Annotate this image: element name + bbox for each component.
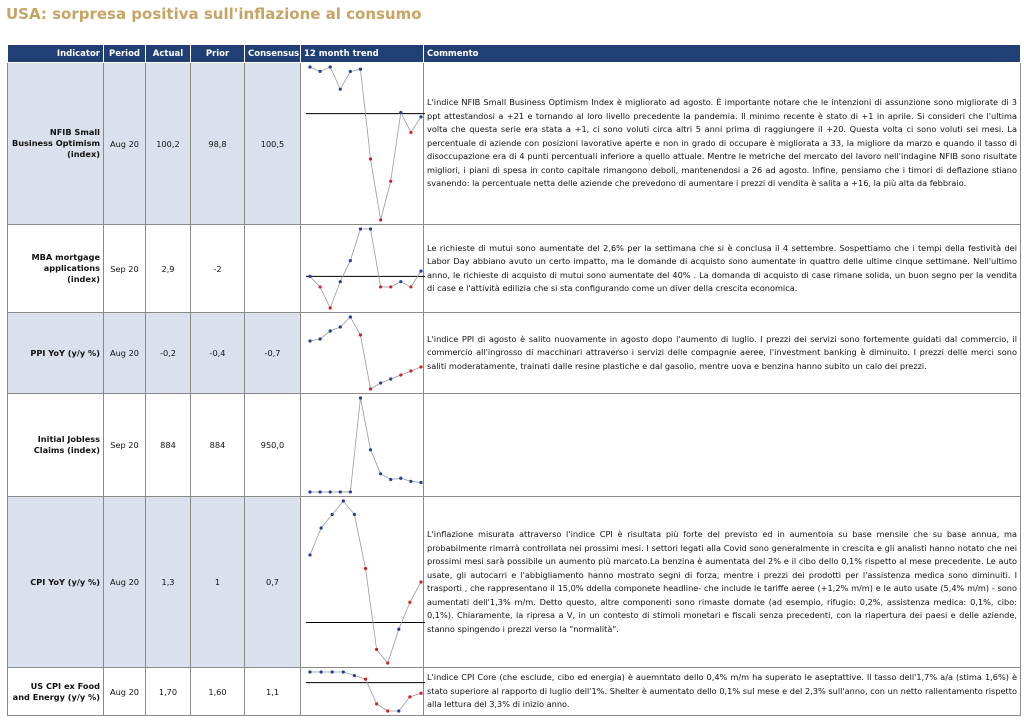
- trend-point: [339, 325, 342, 328]
- trend-point: [331, 670, 334, 673]
- trend-point: [359, 68, 362, 71]
- trend-point: [318, 490, 321, 493]
- trend-point: [419, 481, 422, 484]
- trend-point: [408, 695, 411, 698]
- comment-cell: L'indice NFIB Small Business Optimism Index è migliorato ad agosto. È importante notare che le intenzioni di assunzione sono migliorate di 3 ppt attestandosi a +21 e tornando al loro livello precedente la pandemia. Il minimo recente è stato di +1 in aprile. Si consideri che l'ultima volta che questa serie era stata a +1, ci sono voluti circa altri 5 anni prima di raggiungere il +20. Questa volta ci sono voluti sei mesi. La percentuale di aziende con posizioni lavorative aperte e non in grado di occupare è migliorata a 33, la migliore da marzo e quando il tasso di disoccupazione era di 4 punti percentuali inferiore a quello attuale. Mentre le metriche del mercato del lavoro nell'indagine NFIB sono risultate migliori, i piani di spesa in conto capitale rimangono deboli, mantenendosi a 26 ad agosto. Infine, pensiamo che i timori di deflazione stiano svanendo: la percentuale netta delle aziende che prevedono di aumentare i prezzi di vendita è salita a +16, la più alta da febbraio.: [424, 63, 1021, 225]
- actual-cell: 2,9: [146, 225, 191, 313]
- trend-point: [320, 526, 323, 529]
- trend-point: [349, 315, 352, 318]
- col-header-indicator: Indicator: [8, 45, 104, 63]
- trend-point: [419, 115, 422, 118]
- comment-cell: L'inflazione misurata attraverso l'indice CPI è risultata più forte del previsto ed in aumentoia su base mensile che su base annua, ma probabilmente rimarrà controllata nei prossimi mesi. I settori legati alla Covid sono generalmente in crescita e gli analisti hanno notato che nei prossimi mesi sarà possibile un aumento più marcato.La benzina è aumentata del 2% e il cibo dello 0,1% rispetto al mese precedente. Le auto usate, gli autocarri e l'abbigliamento hanno mostrato segni di forza, mentre i prezzi dei prodotti per l'assistenza medica sono diminuiti. I trasporti , che rappresentano il 15,0% ddella componete headline- che include le tariffe aeree (+1,2% m/m) e le auto usate (5,4% m/m) - sono aumentati dell'1,3% m/m. Detto questo, altre componenti sono rimaste domate (ad esempio, rifugio: 0,2%, assistenza medica: 0,1%, cibo: 0,1%). Chiaramente, la ripresa a V, in un contesto di stimoli monetari e fiscali senza precedenti, con la riapertura dei paesi e delle aziende, stanno spingendo i prezzi verso la "normalità".: [424, 497, 1021, 668]
- trend-point: [369, 227, 372, 230]
- trend-point: [409, 480, 412, 483]
- trend-point: [389, 478, 392, 481]
- prior-cell: 98,8: [191, 63, 245, 225]
- trend-point: [329, 65, 332, 68]
- indicator-cell: CPI YoY (y/y %): [8, 497, 104, 668]
- prior-cell: -0,4: [191, 313, 245, 394]
- consensus-cell: -0,7: [245, 313, 301, 394]
- prior-cell: 1,60: [191, 668, 245, 716]
- table-row: [8, 225, 1021, 313]
- trend-sparkline: [304, 394, 427, 496]
- trend-point: [379, 218, 382, 221]
- period-cell: Aug 20: [104, 313, 146, 394]
- trend-point: [329, 490, 332, 493]
- period-cell: Sep 20: [104, 394, 146, 497]
- trend-point: [419, 270, 422, 273]
- trend-point: [408, 601, 411, 604]
- trend-point: [339, 280, 342, 283]
- actual-cell: 1,70: [146, 668, 191, 716]
- trend-point: [369, 448, 372, 451]
- trend-point: [308, 65, 311, 68]
- trend-point: [399, 373, 402, 376]
- trend-point: [419, 580, 422, 583]
- indicator-cell: PPI YoY (y/y %): [8, 313, 104, 394]
- trend-point: [320, 670, 323, 673]
- col-header-period: Period: [104, 45, 146, 63]
- trend-point: [389, 377, 392, 380]
- trend-line: [310, 398, 421, 492]
- period-cell: Aug 20: [104, 63, 146, 225]
- prior-cell: 884: [191, 394, 245, 497]
- trend-point: [386, 661, 389, 664]
- consensus-cell: 950,0: [245, 394, 301, 497]
- trend-cell: [301, 668, 424, 716]
- trend-line: [310, 229, 421, 308]
- col-header-trend: 12 month trend: [301, 45, 424, 63]
- table-row: [8, 668, 1021, 716]
- trend-point: [386, 709, 389, 712]
- actual-cell: -0,2: [146, 313, 191, 394]
- trend-point: [339, 490, 342, 493]
- trend-point: [339, 88, 342, 91]
- prior-cell: -2: [191, 225, 245, 313]
- trend-point: [359, 227, 362, 230]
- indicators-table: [7, 44, 1021, 716]
- trend-point: [399, 280, 402, 283]
- trend-point: [308, 670, 311, 673]
- trend-point: [318, 285, 321, 288]
- trend-point: [342, 499, 345, 502]
- trend-point: [359, 333, 362, 336]
- trend-point: [353, 513, 356, 516]
- trend-point: [397, 709, 400, 712]
- table-row: [8, 497, 1021, 668]
- trend-point: [409, 131, 412, 134]
- trend-point: [369, 157, 372, 160]
- trend-point: [331, 513, 334, 516]
- trend-point: [375, 702, 378, 705]
- trend-point: [399, 111, 402, 114]
- trend-point: [353, 674, 356, 677]
- period-cell: Sep 20: [104, 225, 146, 313]
- trend-point: [379, 285, 382, 288]
- trend-point: [308, 553, 311, 556]
- consensus-cell: [245, 225, 301, 313]
- trend-point: [308, 490, 311, 493]
- period-cell: Aug 20: [104, 497, 146, 668]
- trend-point: [318, 337, 321, 340]
- trend-cell: [301, 63, 424, 225]
- indicator-cell: MBA mortgage applications (index): [8, 225, 104, 313]
- trend-point: [329, 306, 332, 309]
- comment-cell: [424, 394, 1021, 497]
- trend-point: [364, 677, 367, 680]
- consensus-cell: 1,1: [245, 668, 301, 716]
- col-header-prior: Prior: [191, 45, 245, 63]
- trend-sparkline: [304, 313, 427, 393]
- trend-cell: [301, 394, 424, 497]
- col-header-actual: Actual: [146, 45, 191, 63]
- actual-cell: 100,2: [146, 63, 191, 225]
- col-header-comment: Commento: [424, 45, 1021, 63]
- page-title: USA: sorpresa positiva sull'inflazione al consumo: [6, 5, 422, 23]
- table-row: [8, 63, 1021, 225]
- trend-point: [419, 692, 422, 695]
- consensus-cell: 0,7: [245, 497, 301, 668]
- comment-cell: Le richieste di mutui sono aumentate del 2,6% per la settimana che si è conclusa il 4 settembre. Sospettiamo che i tempi della festività del Labor Day abbiano avuto un certo impatto, ma le domande di acquisto sono aumentate in quattro delle ultime cinque settimane. Nell'ultimo anno, le richieste di acquisto di mutui sono aumentate del 40% . La domanda di acquisto di case rimane solida, un buon segno per la vendita di case e l'attività edilizia che si sta configurando come un diver della crescita economica.: [424, 225, 1021, 313]
- trend-cell: [301, 497, 424, 668]
- indicator-cell: NFIB Small Business Optimism (index): [8, 63, 104, 225]
- trend-point: [389, 285, 392, 288]
- trend-point: [375, 648, 378, 651]
- trend-point: [349, 259, 352, 262]
- trend-cell: [301, 225, 424, 313]
- trend-point: [389, 180, 392, 183]
- period-cell: Aug 20: [104, 668, 146, 716]
- trend-line: [310, 67, 421, 220]
- trend-sparkline: [304, 63, 427, 224]
- trend-point: [342, 670, 345, 673]
- trend-point: [349, 490, 352, 493]
- trend-point: [369, 387, 372, 390]
- trend-point: [329, 329, 332, 332]
- table-header-row: [8, 45, 1021, 63]
- trend-point: [349, 70, 352, 73]
- trend-sparkline: [304, 225, 427, 312]
- trend-point: [409, 369, 412, 372]
- trend-sparkline: [304, 668, 427, 715]
- trend-line: [310, 501, 421, 663]
- indicator-cell: Initial Jobless Claims (index): [8, 394, 104, 497]
- trend-point: [409, 285, 412, 288]
- trend-point: [379, 381, 382, 384]
- trend-point: [359, 396, 362, 399]
- comment-cell: L'indice PPI di agosto è salito nuovamente in agosto dopo l'aumento di luglio. I prezzi dei servizi sono fortemente guidati dal commercio, il commercio all'ingrosso di macchinari attraverso i servizi delle compagnie aeree, l'investment banking è diminuito. I prezzi delle merci sono saliti moderatamente, trainati dalle resine plastiche e dal gasolio, mentre uova e benzina hanno subito un calo dei prezzi.: [424, 313, 1021, 394]
- actual-cell: 884: [146, 394, 191, 497]
- trend-point: [318, 70, 321, 73]
- prior-cell: 1: [191, 497, 245, 668]
- trend-point: [308, 339, 311, 342]
- trend-point: [419, 365, 422, 368]
- trend-point: [308, 275, 311, 278]
- trend-point: [379, 472, 382, 475]
- trend-point: [397, 628, 400, 631]
- actual-cell: 1,3: [146, 497, 191, 668]
- table-row: [8, 394, 1021, 497]
- indicator-cell: US CPI ex Food and Energy (y/y %): [8, 668, 104, 716]
- trend-point: [399, 477, 402, 480]
- trend-point: [364, 567, 367, 570]
- comment-cell: L'indice CPI Core (che esclude, cibo ed energia) è auemntato dello 0,4% m/m ha superato le aseptattive. Il tasso dell'1,7% a/a (stima 1,6%) è stato superiore al rapporto di luglio dell'1%. Shelter è aumentato dello 0,1% sul mese e del 2,3% sull'anno, con un netto rallentamento rispetto alla lettura del 3,3% di inizio anno.: [424, 668, 1021, 716]
- trend-sparkline: [304, 497, 427, 667]
- trend-cell: [301, 313, 424, 394]
- col-header-consensus: Consensus: [245, 45, 301, 63]
- consensus-cell: 100,5: [245, 63, 301, 225]
- table-row: [8, 313, 1021, 394]
- trend-line: [310, 317, 421, 389]
